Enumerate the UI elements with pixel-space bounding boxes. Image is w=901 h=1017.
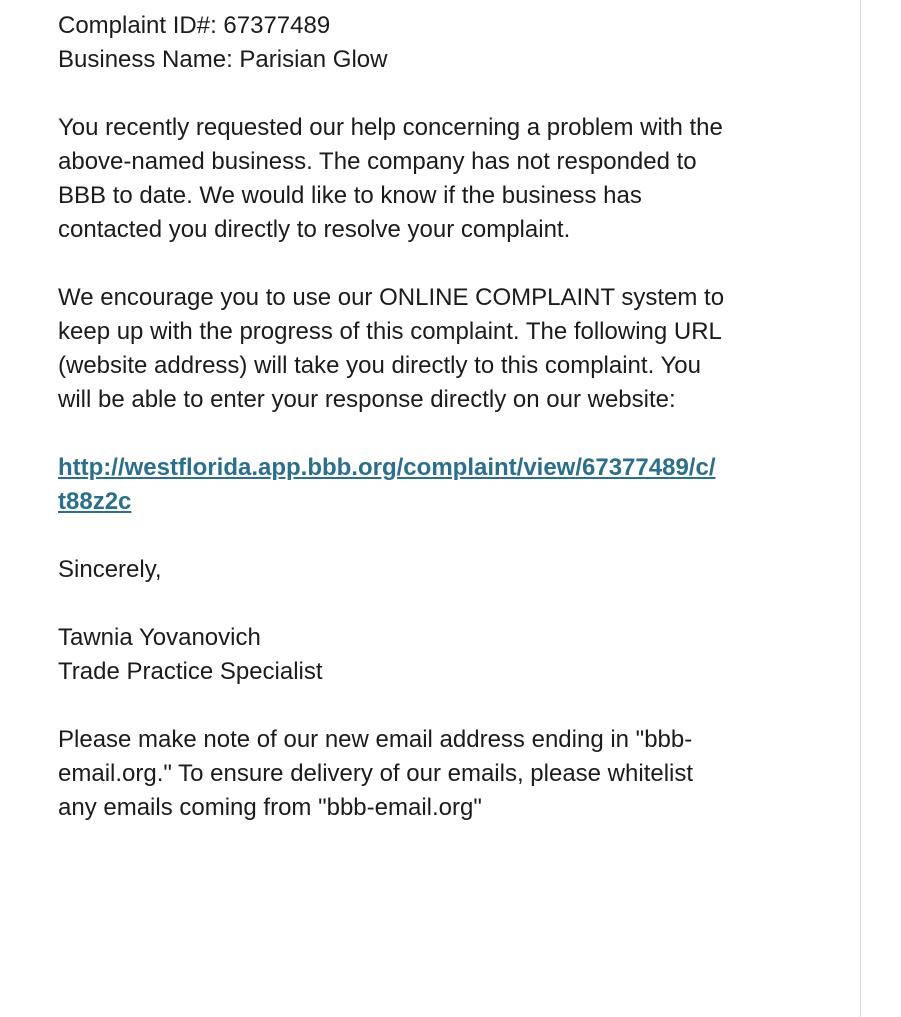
paragraph-line: (website address) will take you directly to this complaint. You: [58, 352, 701, 379]
note-line: Please make note of our new email address ending in "bbb-: [58, 726, 693, 753]
paragraph-line: contacted you directly to resolve your complaint.: [58, 216, 571, 243]
paragraph-line: keep up with the progress of this complaint. The following URL: [58, 318, 722, 345]
note-line: any emails coming from "bbb-email.org": [58, 794, 482, 821]
complaint-link-block: [58, 451, 798, 519]
email-body: [58, 9, 798, 825]
note-line: email.org." To ensure delivery of our emails, please whitelist: [58, 760, 694, 787]
paragraph-line: will be able to enter your response directly on our website:: [58, 386, 676, 413]
paragraph-request: [58, 111, 798, 247]
complaint-id: Complaint ID#: 67377489: [58, 12, 331, 39]
email-note: [58, 723, 798, 825]
closing: [58, 553, 798, 587]
paragraph-line: You recently requested our help concerning a problem with the: [58, 114, 723, 141]
paragraph-line: above-named business. The company has not responded to: [58, 148, 697, 175]
paragraph-line: We encourage you to use our ONLINE COMPLAINT system to: [58, 284, 725, 311]
complaint-link[interactable]: http://westflorida.app.bbb.org/complaint/view/67377489/c/: [58, 454, 716, 481]
signature-name: Tawnia Yovanovich: [58, 624, 261, 651]
paragraph-online-system: [58, 281, 798, 417]
complaint-header: [58, 9, 798, 77]
signature-title: Trade Practice Specialist: [58, 658, 323, 685]
signature-block: [58, 621, 798, 689]
complaint-link-continued[interactable]: t88z2c: [58, 488, 132, 515]
paragraph-line: BBB to date. We would like to know if the business has: [58, 182, 642, 209]
right-gutter: [861, 0, 901, 1017]
closing-text: Sincerely,: [58, 556, 162, 583]
business-name: Business Name: Parisian Glow: [58, 46, 388, 73]
